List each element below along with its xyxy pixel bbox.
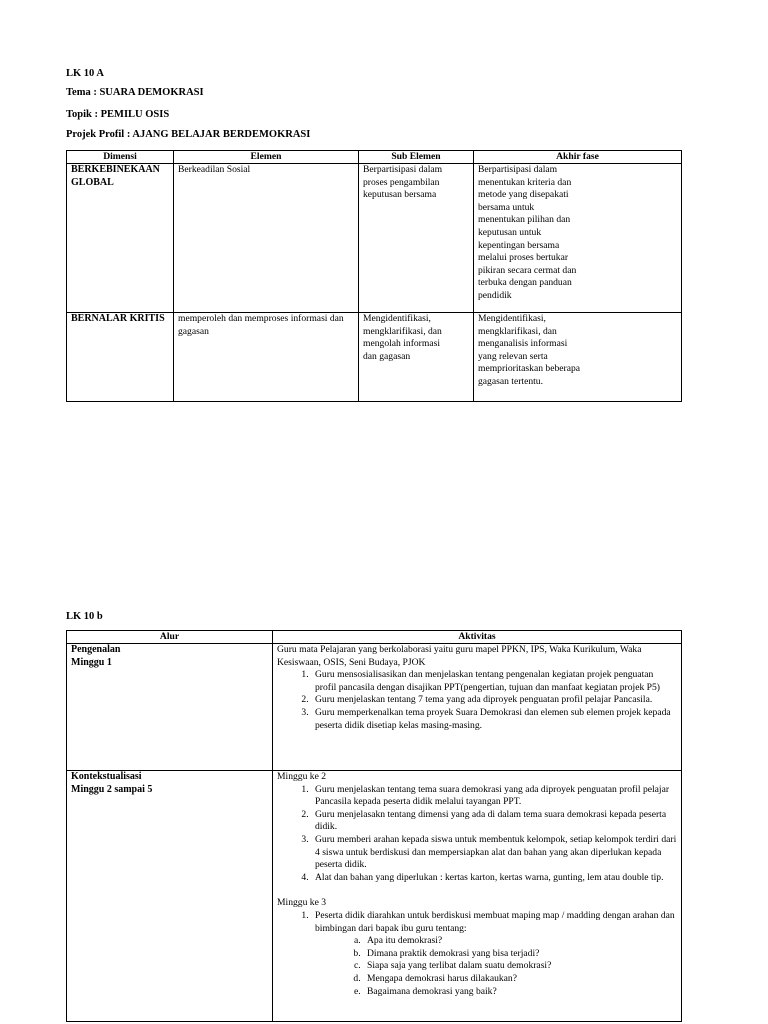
question-item: a. Apa itu demokrasi? [363,935,677,948]
week-3-list [277,910,677,998]
aktivitas-intro: Guru mata Pelajaran yang berkolaborasi yaitu guru mapel PPKN, IPS, Waka Kurikulum, Waka Kesiswaan, OSIS, Seni Budaya, PJOK [277,644,642,668]
dimensi-cell: BERKEBINEKAAN GLOBAL [67,164,174,313]
aktivitas-list [277,669,677,732]
list-item: 1. Guru menjelaskan tentang tema suara demokrasi yang ada diproyek penguatan profil pelajar Pancasila kepada peserta didik melalui tayangan PPT. [311,784,677,809]
list-item: 2. Guru menjelaskan tentang 7 tema yang ada diproyek penguatan profil pelajar Pancasila. [311,694,677,707]
table-row [67,644,682,771]
tema-label: Tema : [66,87,100,98]
topik-label: Topik : [66,109,101,120]
question-item: d. Mengapa demokrasi harus dilakaukan? [363,973,677,986]
table-row [67,164,682,313]
question-item: c. Siapa saja yang terlibat dalam suatu demokrasi? [363,960,677,973]
alur-week: Minggu 1 [71,656,112,668]
header-alur: Alur [67,631,273,644]
header-sub-elemen: Sub Elemen [359,151,474,164]
lk10b-table [66,630,682,1022]
projek-value: AJANG BELAJAR BERDEMOKRASI [132,129,311,140]
header-aktivitas: Aktivitas [273,631,682,644]
question-item: b. Dimana praktik demokrasi yang bisa terjadi? [363,948,677,961]
table-row [67,313,682,402]
lk10b-title: LK 10 b [66,611,103,622]
elemen-cell: memperoleh dan memproses informasi dan gagasan [174,313,359,402]
alur-cell [67,644,273,771]
list-item [311,910,677,998]
table-row [67,771,682,1022]
topik-line [66,108,169,121]
list-item: 3. Guru memperkenalkan tema proyek Suara Demokrasi dan elemen sub elemen projek kepada peserta didik disetiap kelas masing-masing. [311,707,677,732]
header-akhir-fase: Akhir fase [474,151,682,164]
projek-label: Projek Profil : [66,129,133,140]
sub-elemen-cell: Berpartisipasi dalam proses pengambilan keputusan bersama [359,164,474,313]
alur-stage: Kontekstualisasi [71,771,142,782]
aktivitas-cell [273,644,682,771]
week-3-item-text: Peserta didik diarahkan untuk berdiskusi membuat maping map / madding dengan arahan dan bimbingan dari bapak ibu guru tentang: [315,909,675,934]
list-item: 3. Guru memberi arahan kepada siswa untuk membentuk kelompok, setiap kelompok terdiri dari 4 siswa untuk berdiskusi dan mempersiapkan alat dan bahan yang akan diperlukan kepada peserta didik. [311,834,677,872]
tema-value: SUARA DEMOKRASI [99,87,204,98]
header-elemen: Elemen [174,151,359,164]
elemen-cell: Berkeadilan Sosial [174,164,359,313]
alur-week: Minggu 2 sampai 5 [71,783,153,795]
list-item: 2. Guru menjelasakn tentang dimensi yang ada di dalam tema suara demokrasi kepada peserta didik. [311,809,677,834]
tema-line [66,86,204,99]
projek-line [66,128,310,141]
list-item: 1. Guru mensosialisasikan dan menjelaskan tentang pengenalan kegiatan projek penguatan profil pancasila dengan disajikan PPT(pengertian, tujuan dan manfaat kegiatan projek P5) [311,669,677,694]
dimensi-cell: BERNALAR KRITIS [67,313,174,402]
header-dimensi: Dimensi [67,151,174,164]
akhir-fase-cell: Berpartisipasi dalam menentukan kriteria dan metode yang disepakati bersama untuk menentukan pilihan dan keputusan untuk kepentingan bersama melalui proses bertukar pikiran secara cermat dan terbuka dengan panduan pendidik [474,164,682,313]
week-2-label: Minggu ke 2 [277,771,327,782]
week-2-list [277,784,677,885]
lk10b-header-row [67,631,682,644]
aktivitas-cell [273,771,682,1022]
lk10a-header-row [67,151,682,164]
question-item: e. Bagaimana demokrasi yang baik? [363,986,677,999]
alur-stage: Pengenalan [71,644,121,655]
lk10a-title: LK 10 A [66,68,104,79]
spacer [277,884,677,897]
alur-cell [67,771,273,1022]
question-list [315,935,677,998]
akhir-fase-cell: Mengidentifikasi, mengklarifikasi, dan menganalisis informasi yang relevan serta memprioritaskan beberapa gagasan tertentu. [474,313,682,402]
lk10a-table [66,150,682,402]
list-item: 4. Alat dan bahan yang diperlukan : kertas karton, kertas warna, gunting, lem atau double tip. [311,872,677,885]
week-3-label: Minggu ke 3 [277,897,327,909]
topik-value: PEMILU OSIS [100,109,170,120]
sub-elemen-cell: Mengidentifikasi, mengklarifikasi, dan mengolah informasi dan gagasan [359,313,474,402]
